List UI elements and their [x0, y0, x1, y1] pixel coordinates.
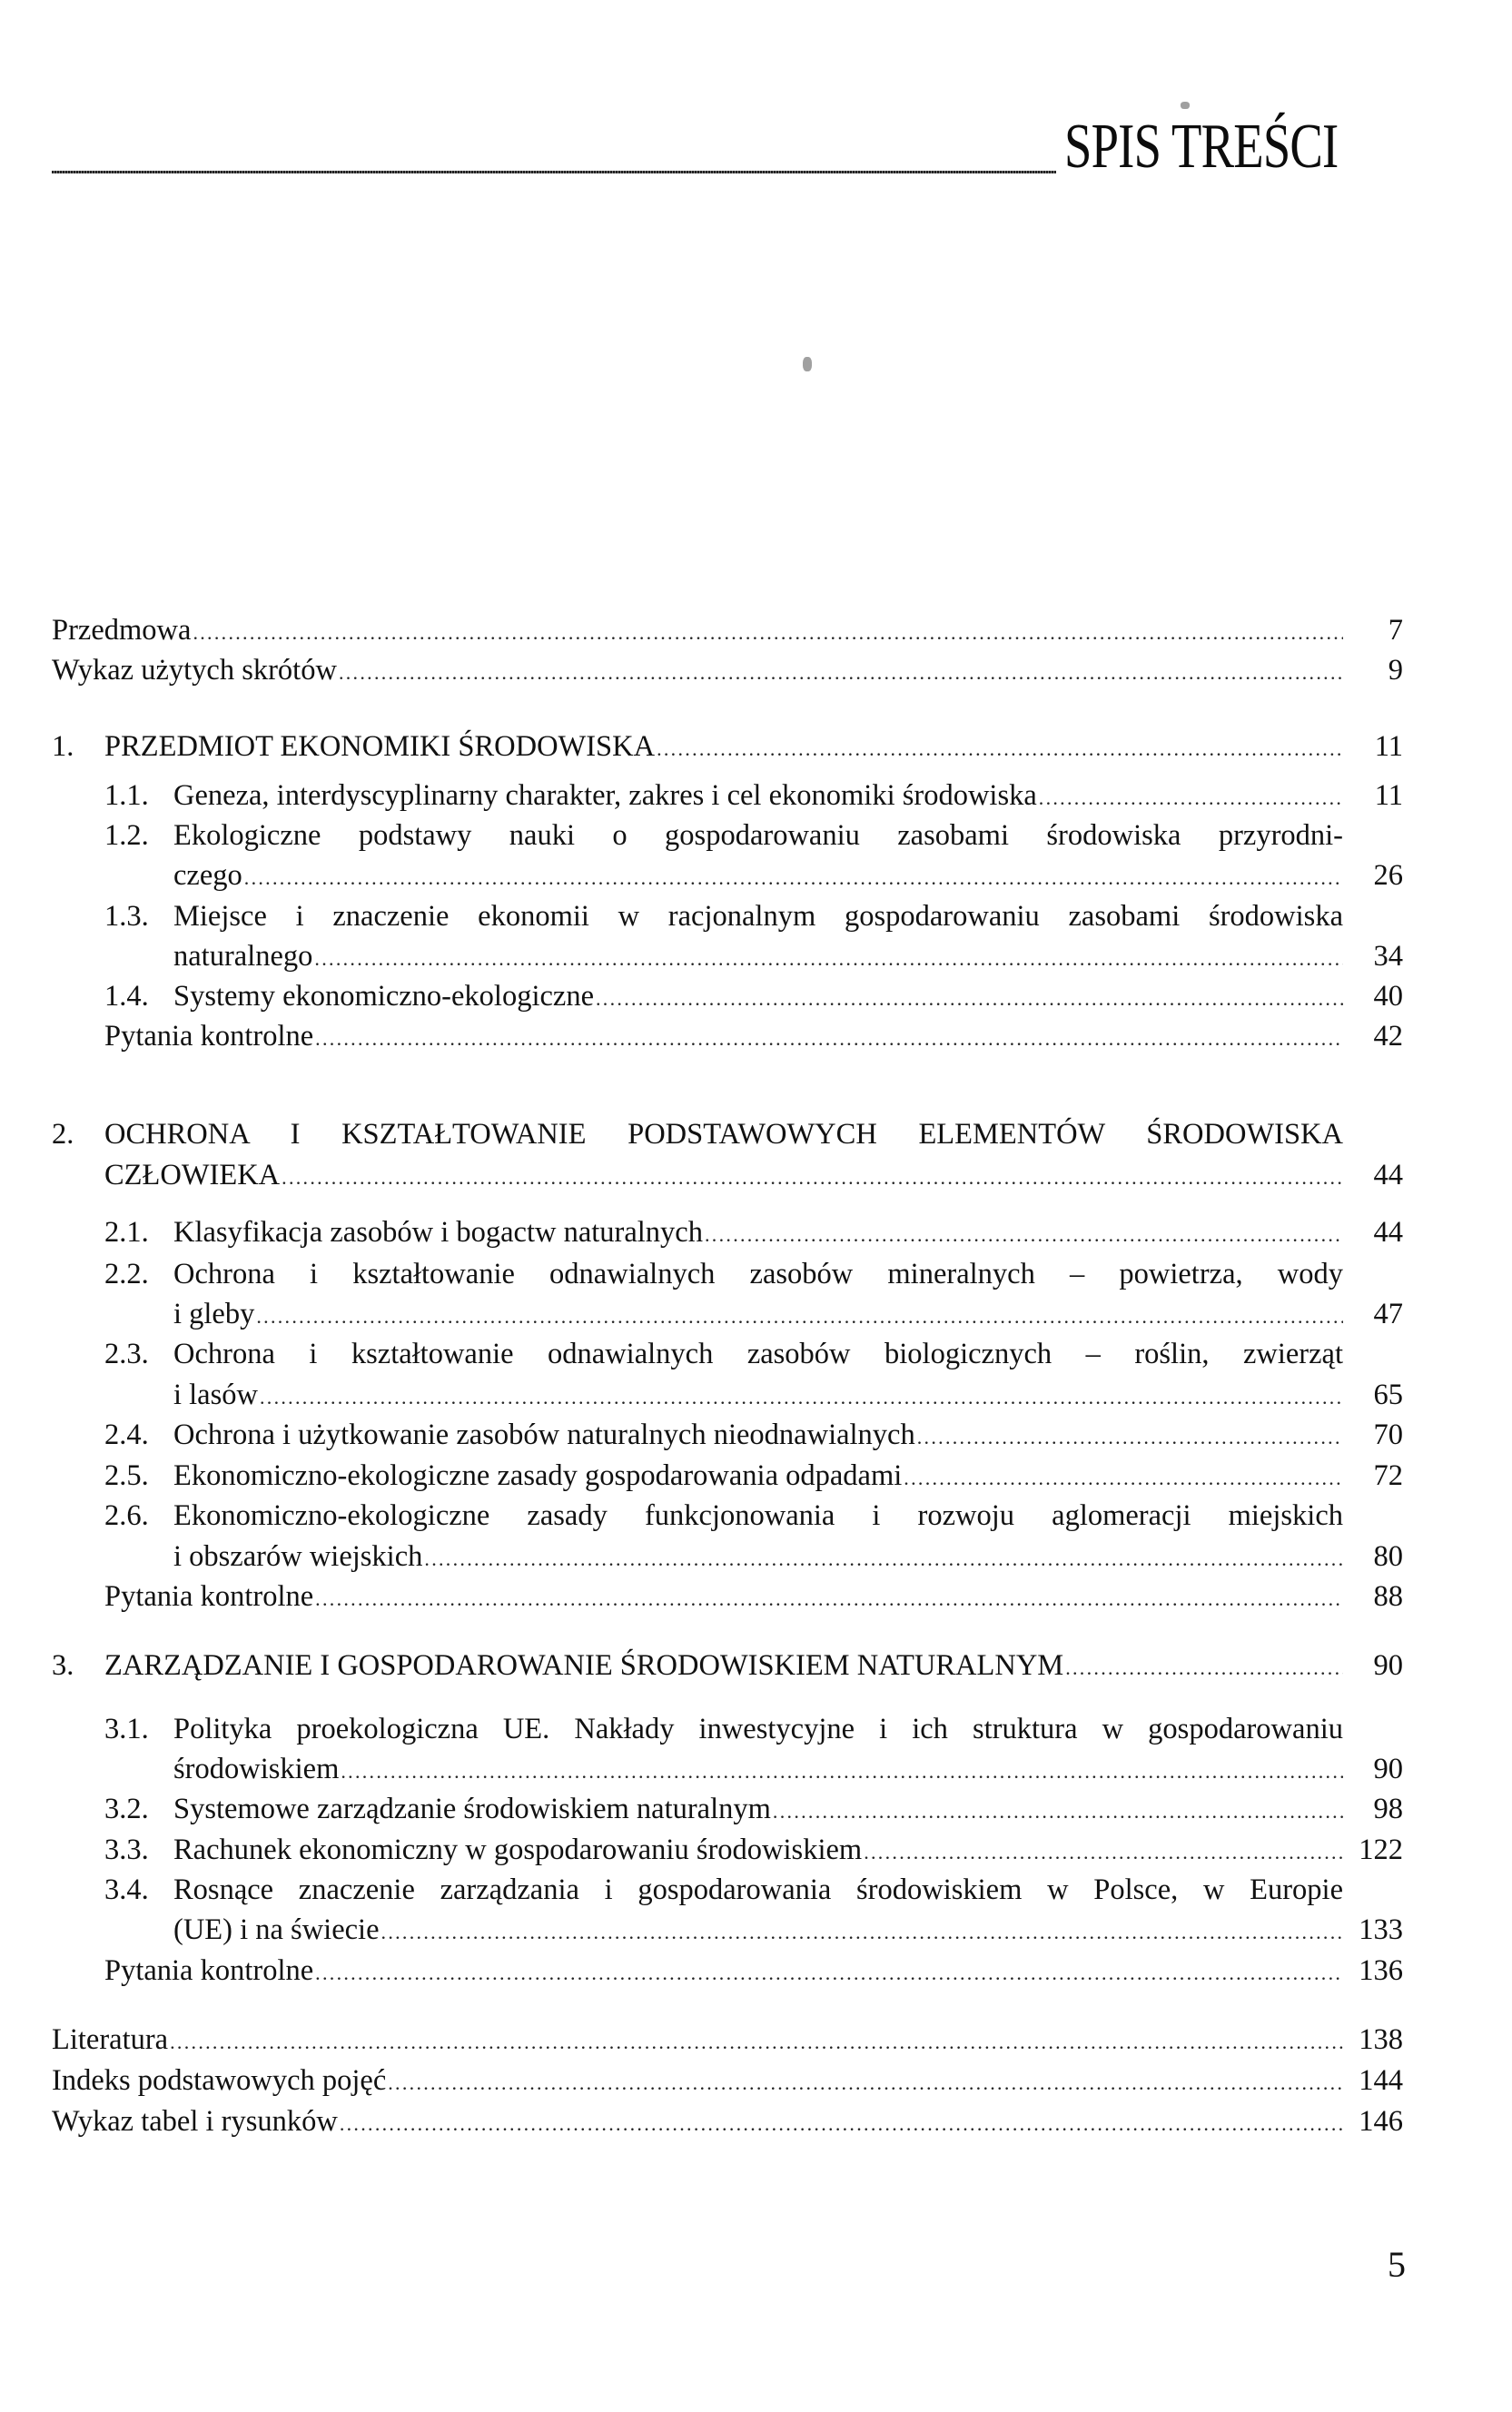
toc-questions-1[interactable] [104, 1016, 1403, 1056]
toc-section-1-1[interactable] [173, 776, 1403, 816]
entry-title: Indeks podstawowych pojęć [52, 2064, 387, 2097]
section-title: Systemowe zarządzanie środowiskiem naturalnym [173, 1793, 771, 1825]
entry-page: 44 [1373, 1159, 1403, 1191]
toc-entry-tables-figures[interactable] [52, 2101, 1403, 2141]
entry-page: 138 [1359, 2023, 1403, 2056]
toc-section-1-4[interactable] [173, 976, 1403, 1016]
entry-title: Wykaz użytych skrótów [52, 654, 337, 687]
toc-questions-3[interactable] [104, 1951, 1403, 1991]
toc-section-1-3[interactable] [173, 936, 1403, 976]
toc-section-3-3[interactable] [173, 1830, 1403, 1870]
chapter-number: 1. [52, 730, 74, 763]
toc-section-3-2[interactable] [173, 1789, 1403, 1829]
entry-page: 40 [1373, 980, 1403, 1013]
entry-page: 11 [1374, 730, 1403, 763]
entry-page: 9 [1388, 654, 1403, 687]
section-number: 2.2. [104, 1258, 149, 1290]
dot-leader [315, 1953, 1343, 1993]
section-title-cont: czego [173, 859, 242, 892]
toc-entry-abbreviations[interactable] [52, 650, 1403, 690]
questions-title: Pytania kontrolne [104, 1020, 314, 1053]
section-number: 1.3. [104, 900, 149, 933]
toc-questions-2[interactable] [104, 1577, 1403, 1616]
entry-page: 80 [1373, 1540, 1403, 1573]
dot-leader [315, 1579, 1343, 1619]
page-number: 5 [1388, 2244, 1406, 2285]
dot-leader [340, 2104, 1343, 2144]
section-number: 1.4. [104, 980, 149, 1013]
dot-leader [657, 729, 1343, 769]
section-number: 3.2. [104, 1793, 149, 1825]
toc-section-2-2[interactable] [173, 1294, 1403, 1334]
entry-page: 72 [1373, 1459, 1403, 1492]
section-title-cont: i obszarów wiejskich [173, 1540, 423, 1573]
toc-entry-preface[interactable] [52, 610, 1403, 650]
entry-title: Wykaz tabel i rysunków [52, 2105, 338, 2138]
dot-leader [170, 2022, 1343, 2062]
dot-leader [244, 858, 1343, 898]
toc-section-3-1[interactable] [173, 1749, 1403, 1789]
section-number: 2.5. [104, 1459, 149, 1492]
entry-page: 47 [1373, 1298, 1403, 1330]
toc-section-2-6[interactable] [173, 1537, 1403, 1577]
toc-section-2-1[interactable] [173, 1212, 1403, 1252]
toc-section-2-5[interactable] [173, 1456, 1403, 1496]
section-number: 3.1. [104, 1713, 149, 1745]
dot-leader [1039, 778, 1343, 818]
toc-section-2-3[interactable] [173, 1375, 1403, 1415]
entry-page: 11 [1374, 779, 1403, 812]
section-title: Geneza, interdyscyplinarny charakter, zakres i cel ekonomiki środowiska [173, 779, 1037, 812]
dot-leader [256, 1297, 1343, 1337]
dot-leader [339, 653, 1343, 693]
dot-leader [904, 1458, 1343, 1498]
section-title-line: Rosnące znaczenie zarządzania i gospodarowania środowiskiem w Polsce, w Europie [173, 1873, 1343, 1906]
section-number: 3.4. [104, 1873, 149, 1906]
chapter-title: ZARZĄDZANIE I GOSPODAROWANIE ŚRODOWISKIEM NATURALNYM [104, 1649, 1064, 1682]
toc-chapter-1[interactable] [104, 727, 1403, 766]
entry-page: 44 [1373, 1216, 1403, 1249]
section-title-cont: i lasów [173, 1379, 258, 1411]
section-number: 2.1. [104, 1216, 149, 1249]
dot-leader [282, 1158, 1343, 1198]
toc-section-1-2[interactable] [173, 855, 1403, 895]
dot-leader [260, 1378, 1343, 1418]
section-number: 1.1. [104, 779, 149, 812]
entry-page: 144 [1359, 2064, 1403, 2097]
section-title: Systemy ekonomiczno-ekologiczne [173, 980, 594, 1013]
entry-title: Literatura [52, 2023, 169, 2056]
section-title-cont: naturalnego [173, 940, 313, 973]
toc-chapter-2[interactable] [104, 1155, 1403, 1195]
entry-page: 88 [1373, 1580, 1403, 1613]
section-title-line: Ochrona i kształtowanie odnawialnych zasobów biologicznych – roślin, zwierząt [173, 1338, 1343, 1370]
toc-chapter-3[interactable] [104, 1646, 1403, 1685]
section-title-cont: środowiskiem [173, 1753, 340, 1785]
chapter-title-line: OCHRONA I KSZTAŁTOWANIE PODSTAWOWYCH ELEMENTÓW ŚRODOWISKA [104, 1118, 1343, 1151]
entry-page: 34 [1373, 940, 1403, 973]
entry-page: 122 [1359, 1834, 1403, 1866]
entry-page: 7 [1388, 614, 1403, 647]
chapter-title: PRZEDMIOT EKONOMIKI ŚRODOWISKA [104, 730, 656, 763]
entry-page: 26 [1373, 859, 1403, 892]
dot-leader [341, 1752, 1343, 1792]
entry-page: 65 [1373, 1379, 1403, 1411]
section-title: Ekonomiczno-ekologiczne zasady gospodarowania odpadami [173, 1459, 903, 1492]
toc-section-2-4[interactable] [173, 1415, 1403, 1455]
dot-leader [917, 1418, 1343, 1458]
dot-leader [1065, 1648, 1343, 1688]
section-title-line: Polityka proekologiczna UE. Nakłady inwestycyjne i ich struktura w gospodarowaniu [173, 1713, 1343, 1745]
section-title-cont: i gleby [173, 1298, 255, 1330]
entry-page: 133 [1359, 1913, 1403, 1946]
section-title: Ochrona i użytkowanie zasobów naturalnych nieodnawialnych [173, 1419, 915, 1451]
section-title-line: Ochrona i kształtowanie odnawialnych zasobów mineralnych – powietrza, wody [173, 1258, 1343, 1290]
section-number: 2.4. [104, 1419, 149, 1451]
toc-section-3-4[interactable] [173, 1910, 1403, 1950]
questions-title: Pytania kontrolne [104, 1580, 314, 1613]
dot-leader [773, 1792, 1343, 1832]
section-title: Rachunek ekonomiczny w gospodarowaniu środowiskiem [173, 1834, 863, 1866]
dot-leader [596, 979, 1343, 1019]
section-title-line: Miejsce i znaczenie ekonomii w racjonalnym gospodarowaniu zasobami środowiska [173, 900, 1343, 933]
section-number: 2.6. [104, 1499, 149, 1532]
entry-page: 136 [1359, 1954, 1403, 1987]
entry-page: 90 [1373, 1753, 1403, 1785]
section-title-line: Ekologiczne podstawy nauki o gospodarowaniu zasobami środowiska przyrodni- [173, 819, 1343, 852]
section-title-cont: (UE) i na świecie [173, 1913, 380, 1946]
section-title-line: Ekonomiczno-ekologiczne zasady funkcjonowania i rozwoju aglomeracji miejskich [173, 1499, 1343, 1532]
entry-page: 42 [1373, 1020, 1403, 1053]
dot-leader [864, 1833, 1343, 1873]
chapter-title-cont: CZŁOWIEKA [104, 1159, 281, 1191]
entry-page: 98 [1373, 1793, 1403, 1825]
chapter-number: 2. [52, 1118, 74, 1151]
entry-page: 146 [1359, 2105, 1403, 2138]
dot-leader [388, 2063, 1343, 2103]
dot-leader [193, 613, 1343, 653]
dot-leader [705, 1215, 1343, 1255]
toc-entry-index[interactable] [52, 2061, 1403, 2101]
section-title: Klasyfikacja zasobów i bogactw naturalnych [173, 1216, 703, 1249]
page-title: SPIS TREŚCI [1064, 112, 1339, 182]
entry-page: 90 [1373, 1649, 1403, 1682]
chapter-number: 3. [52, 1649, 74, 1682]
questions-title: Pytania kontrolne [104, 1954, 314, 1987]
dot-leader [314, 939, 1343, 979]
entry-page: 70 [1373, 1419, 1403, 1451]
section-number: 3.3. [104, 1834, 149, 1866]
section-number: 1.2. [104, 819, 149, 852]
toc-entry-literature[interactable] [52, 2020, 1403, 2060]
section-number: 2.3. [104, 1338, 149, 1370]
dot-leader [381, 1913, 1343, 1952]
dot-leader [424, 1539, 1343, 1579]
entry-title: Przedmowa [52, 614, 192, 647]
dot-leader [315, 1019, 1343, 1059]
